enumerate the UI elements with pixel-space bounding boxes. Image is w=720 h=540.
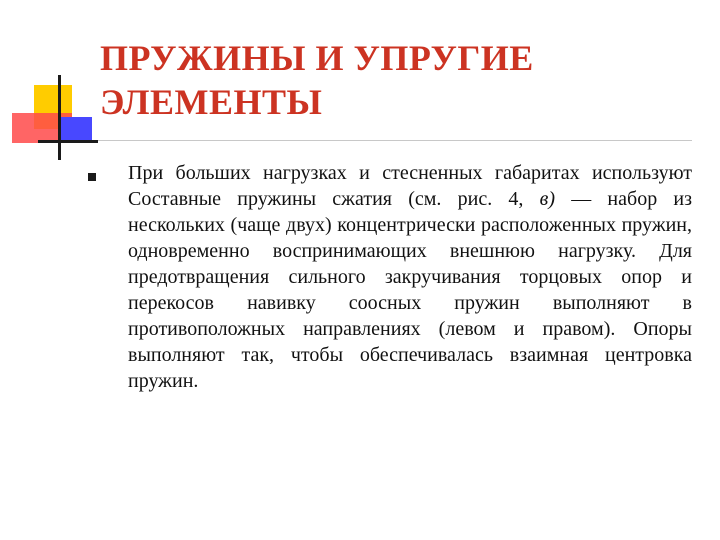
title-underline-divider <box>98 140 692 141</box>
bullet-text-part-1: При больших нагрузках и стесненных габаритах используют Составные пружины сжатия (см. рис. 4, <box>128 162 692 210</box>
bullet-text-italic-ref: в) <box>539 188 555 210</box>
square-bullet-icon <box>88 173 96 181</box>
bullet-text <box>128 160 692 394</box>
decoration-horizontal-line <box>38 140 98 143</box>
slide-title: ПРУЖИНЫ И УПРУГИЕ ЭЛЕМЕНТЫ <box>100 38 534 122</box>
decoration-blue-rectangle <box>58 117 92 142</box>
bullet-text-part-2: — набор из нескольких (чаще двух) концентрически расположенных пружин, одновременно воспринимающих внешнюю нагрузку. Для предотвращения сильного закручивания торцовых опор и перекосов навивку соосных пружин выполняют в противоположных направлениях (левом и правом). Опоры выполняют так, чтобы обеспечивалась взаимная центровка пружин. <box>128 188 693 392</box>
decoration-vertical-line <box>58 75 61 160</box>
